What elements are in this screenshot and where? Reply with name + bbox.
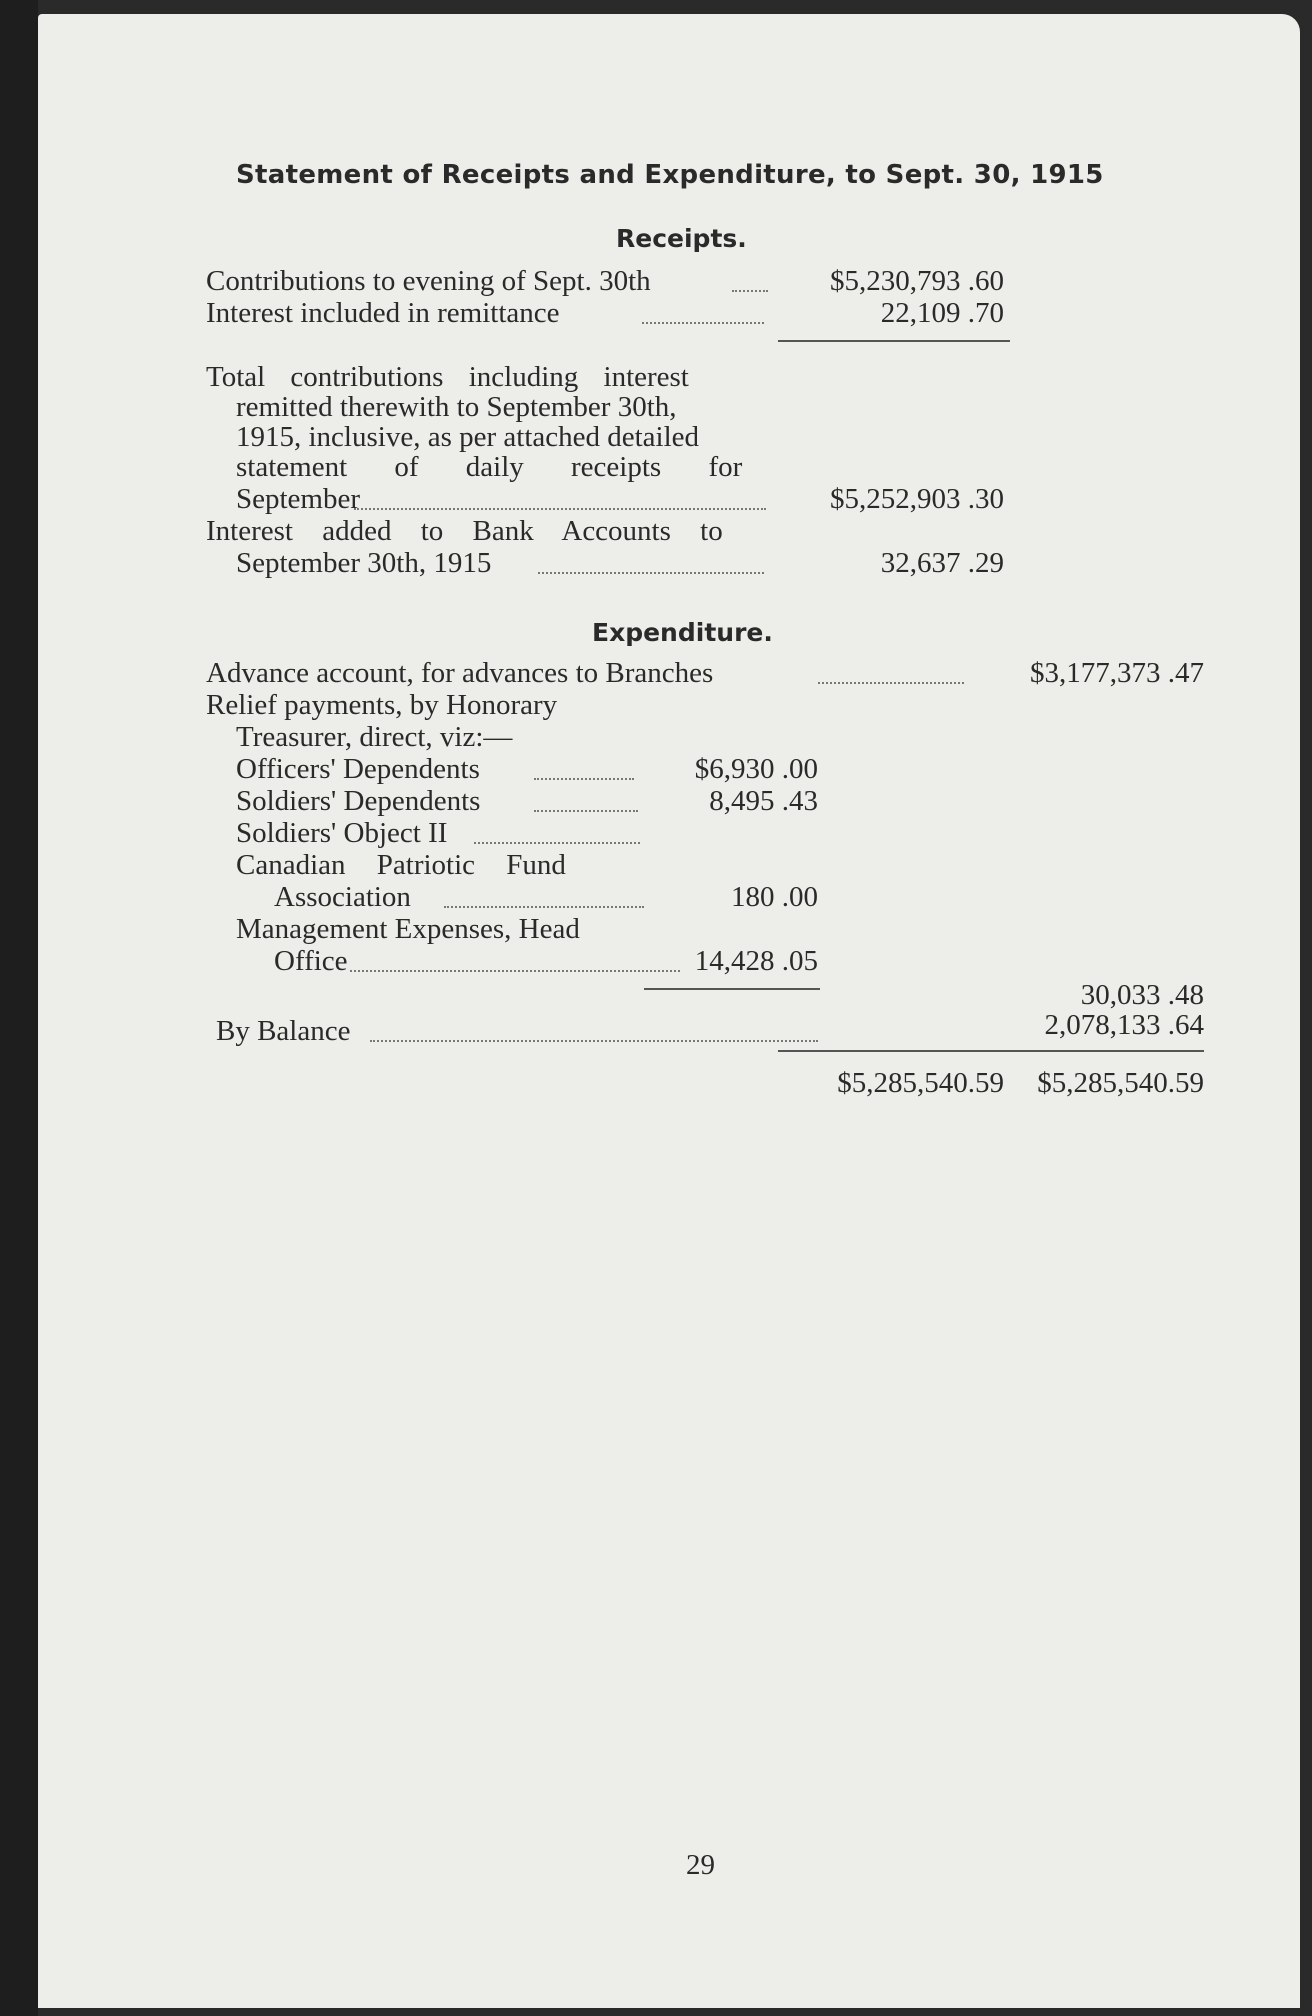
book-spine-edge — [0, 0, 38, 2016]
balance-amount: 2,078,133 .64 — [1044, 1009, 1204, 1041]
soldiers-label: Soldiers' Dependents — [236, 785, 481, 817]
statement-title: Statement of Receipts and Expenditure, to Sept. 30, 1915 — [236, 160, 1104, 190]
management-line: Management Expenses, Head — [236, 913, 580, 945]
office-amount: 14,428 .05 — [694, 945, 818, 977]
total-contributions-amount: $5,252,903 .30 — [830, 483, 1004, 515]
bank-interest-line-2: September 30th, 1915 — [236, 547, 492, 579]
subtotal-rule — [778, 340, 1010, 342]
interest-label: Interest included in remittance — [206, 297, 560, 329]
relief-total-amount: 30,033 .48 — [1080, 979, 1204, 1011]
leader-dots — [474, 842, 640, 844]
office-label: Office — [274, 945, 348, 977]
officers-amount: $6,930 .00 — [694, 753, 818, 785]
total-contributions-line-2: remitted therewith to September 30th, — [236, 391, 677, 423]
advance-label: Advance account, for advances to Branches — [206, 657, 714, 689]
receipts-heading: Receipts. — [616, 224, 747, 253]
total-contributions-line-3: 1915, inclusive, as per attached detailed — [236, 421, 700, 453]
association-amount: 180 .00 — [731, 881, 818, 913]
interest-amount: 22,109 .70 — [880, 297, 1004, 329]
total-contributions-line-4: statement of daily receipts for — [236, 451, 743, 483]
advance-amount: $3,177,373 .47 — [1030, 657, 1204, 689]
total-contributions-line-1: Total contributions including interest — [206, 361, 689, 393]
leader-dots — [354, 508, 766, 510]
officers-label: Officers' Dependents — [236, 753, 480, 785]
leader-dots — [538, 572, 764, 574]
contributions-amount: $5,230,793 .60 — [830, 265, 1004, 297]
relief-line-2: Treasurer, direct, viz:— — [236, 721, 513, 753]
document-page — [38, 14, 1300, 2008]
page-number: 29 — [686, 1849, 715, 1881]
bank-interest-line-1: Interest added to Bank Accounts to — [206, 515, 723, 547]
soldiers-amount: 8,495 .43 — [709, 785, 818, 817]
leader-dots — [370, 1040, 818, 1042]
grand-total-rule — [778, 1050, 1204, 1052]
balance-label: By Balance — [216, 1015, 351, 1047]
grand-total-receipts: $5,285,540.59 — [837, 1067, 1004, 1099]
contributions-label: Contributions to evening of Sept. 30th — [206, 265, 651, 297]
leader-dots — [642, 322, 764, 324]
association-label: Association — [274, 881, 411, 913]
soldiers-object-label: Soldiers' Object II — [236, 817, 448, 849]
grand-total-expenditure: $5,285,540.59 — [1037, 1067, 1204, 1099]
total-contributions-line-5: September — [236, 483, 361, 515]
relief-line-1: Relief payments, by Honorary — [206, 689, 558, 721]
bank-interest-amount: 32,637 .29 — [880, 547, 1004, 579]
cpfa-line: Canadian Patriotic Fund — [236, 849, 566, 881]
expenditure-heading: Expenditure. — [592, 618, 773, 647]
relief-subtotal-rule — [644, 988, 820, 990]
